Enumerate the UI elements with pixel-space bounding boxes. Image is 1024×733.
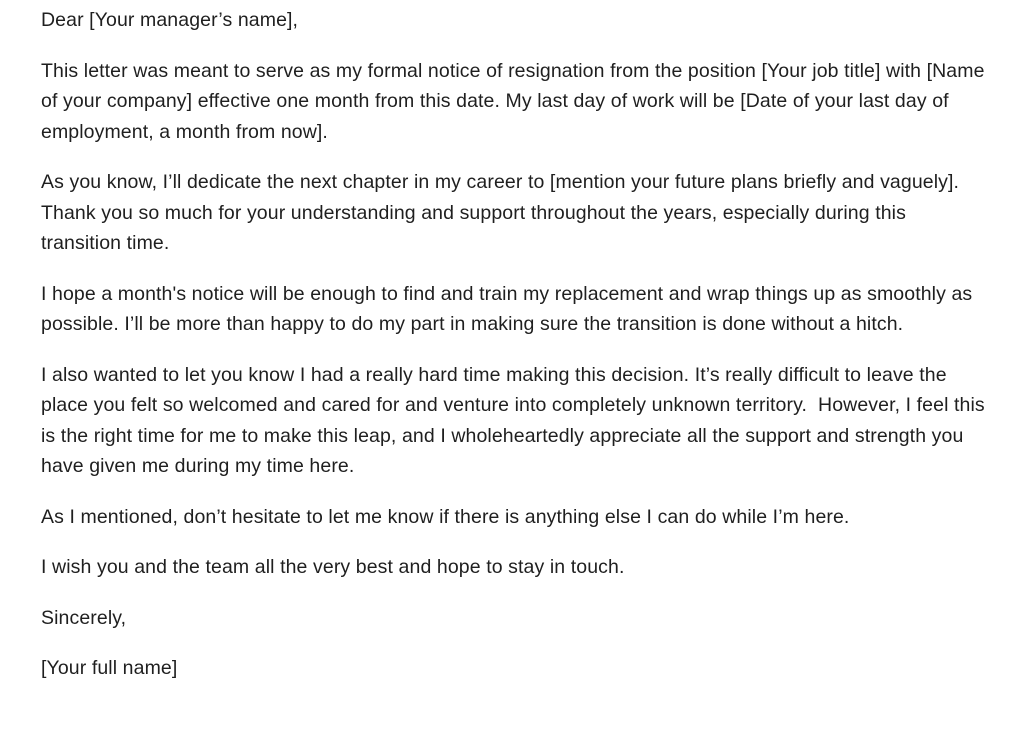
letter-paragraph: This letter was meant to serve as my formal notice of resignation from the position [Your job title] with [Name of your company] effective one month from this date. My last day of work will be [Date of your last day of employment, a month from now].	[41, 59, 991, 143]
letter-paragraph: I hope a month's notice will be enough to find and train my replacement and wrap things up as smoothly as possible. I’ll be more than happy to do my part in making sure the transition is done without a hitch.	[41, 282, 978, 335]
letter-paragraph: I wish you and the team all the very best and hope to stay in touch.	[41, 556, 625, 578]
signature-placeholder: [Your full name]	[41, 657, 178, 679]
letter-paragraph: As you know, I’ll dedicate the next chapter in my career to [mention your future plans briefly and vaguely]. Thank you so much for your understanding and support throughout the years, especially during this transition time.	[41, 171, 965, 254]
salutation: Dear [Your manager’s name],	[41, 9, 299, 31]
letter-paragraph: As I mentioned, don’t hesitate to let me know if there is anything else I can do while I’m here.	[41, 505, 850, 528]
closing: Sincerely,	[41, 606, 127, 629]
letter-paragraph: I also wanted to let you know I had a really hard time making this decision. It’s really difficult to leave the place you felt so welcomed and cared for and venture into completely unknown territory. However, I feel this is the right time for me to make this leap, and I wholeheartedly appreciate all the support and strength you have given me during my time here.	[41, 363, 991, 477]
